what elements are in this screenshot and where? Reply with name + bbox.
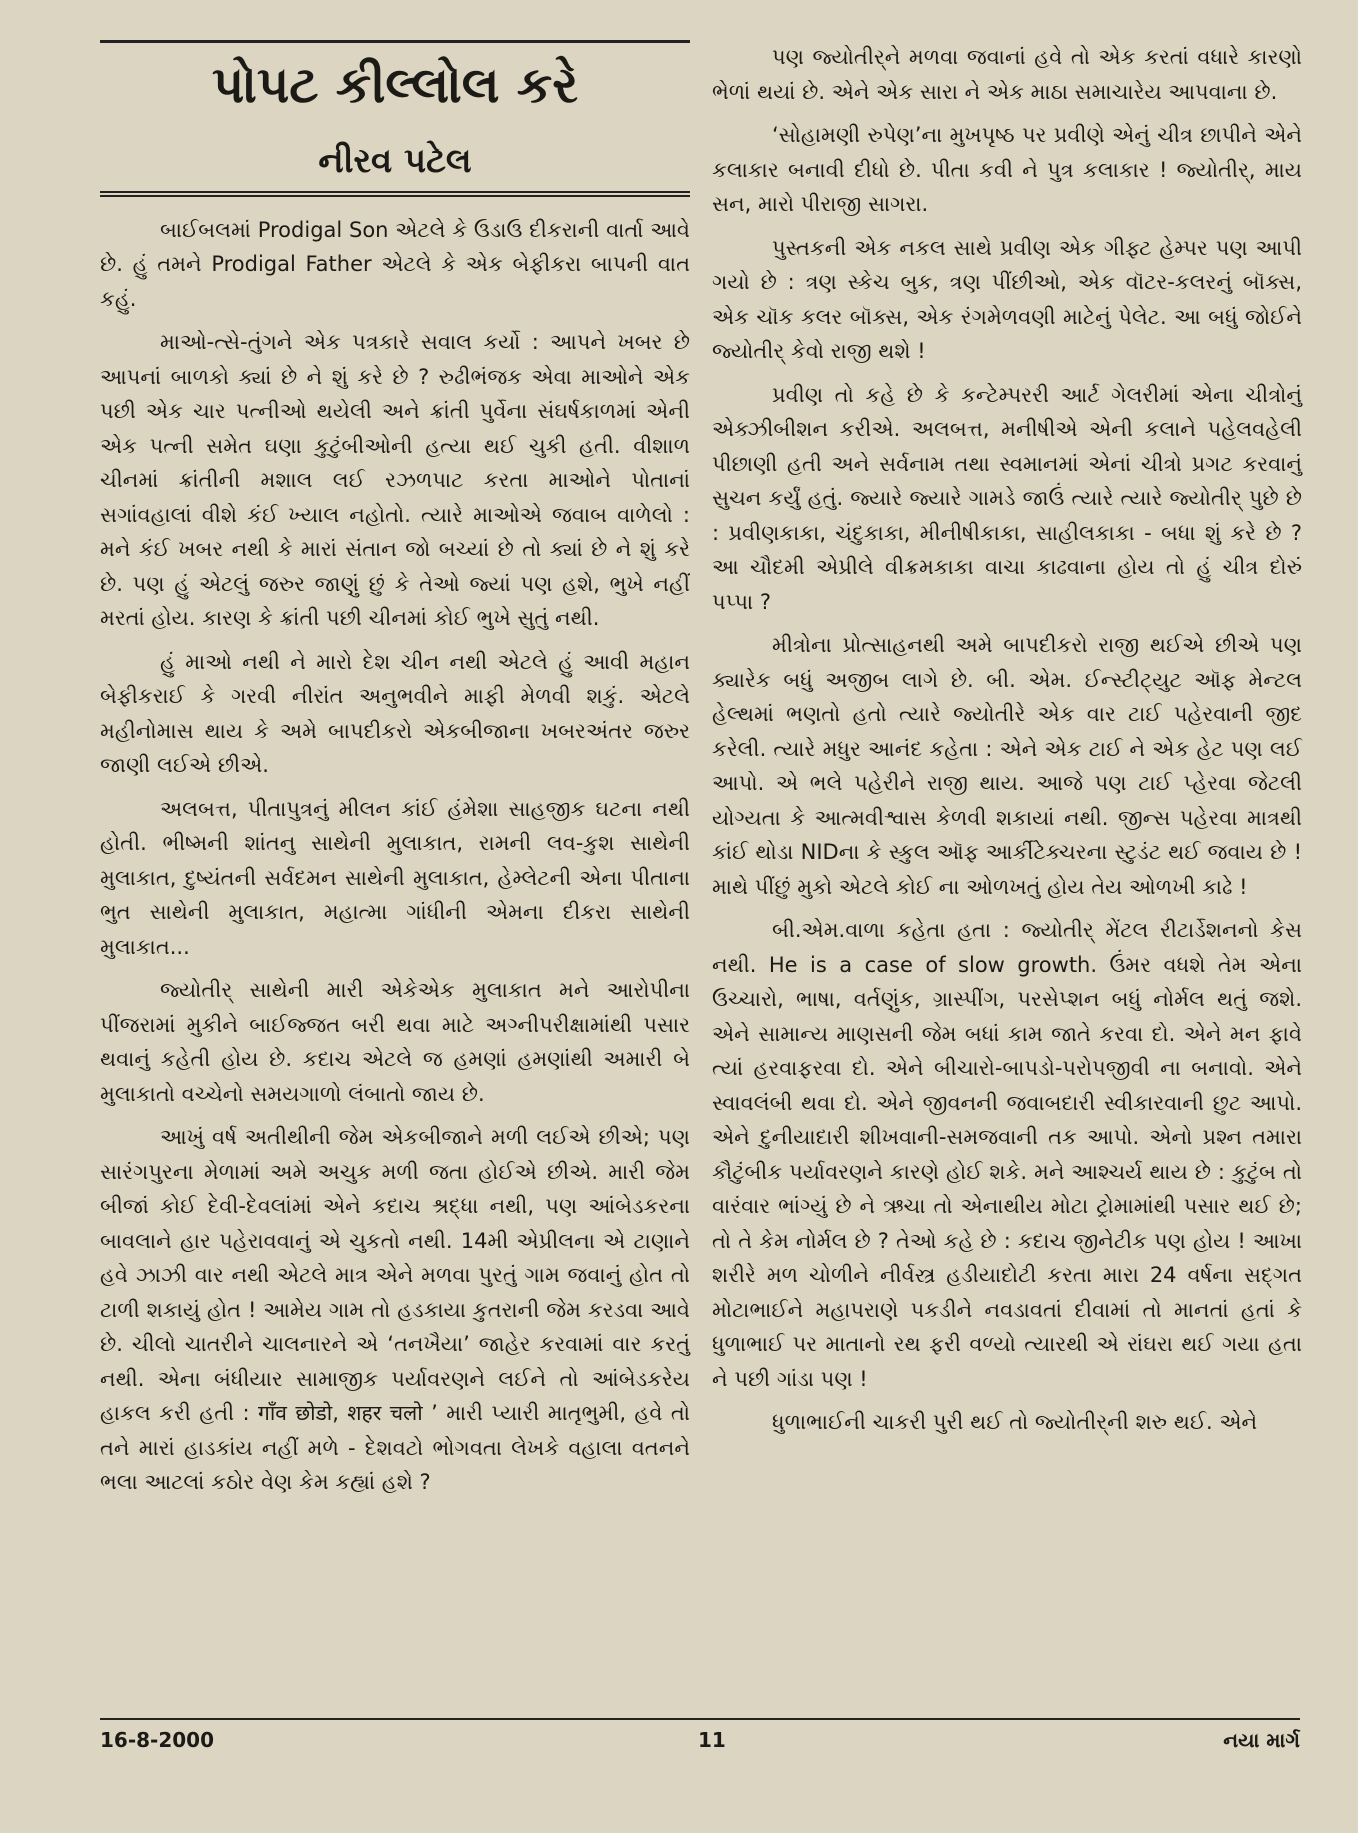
paragraph: ‘સોહામણી રુપેણ’ના મુખપૃષ્ઠ પર પ્રવીણે એનું ચીત્ર છાપીને એને કલાકાર બનાવી દીધો છે. પીતા કવી ને પુત્ર કલાકાર ! જ્યોતીર્, માય સન, મારો પીરાજી સાગરા. xyxy=(712,123,1302,216)
issue-date: 16-8-2000 xyxy=(100,1728,215,1752)
paragraph: આખું વર્ષ અતીથીની જેમ એકબીજાને મળી લઈએ છીએ; પણ સારંગપુરના મેળામાં અમે અચુક મળી જતા હોઈએ છીએ. મારી જેમ બીજાં કોઈ દેવી-દેવલાંમાં એને કદાચ શ્રદ્ધા નથી, પણ આંબેડકરના બાવલાને હાર પહેરાવવાનું એ ચુકતો નથી. 14મી એપ્રીલના એ ટાણાને હવે ઝાઝી વાર નથી એટલે માત્ર એને મળવા પુરતું ગામ જવાનું હોત તો ટાળી શકાયું હોત ! આમેય ગામ તો હડકાયા કુતરાની જેમ કરડવા આવે છે. ચીલો ચાતરીને ચાલનારને એ ‘તનખૈયા’ જાહેર કરવામાં વાર કરતું નથી. એના બંધીયાર સામાજીક પર્યાવરણને લઈને તો આંબેડકરેય હાકલ કરી હતી : गाँव छोडो, शहर चलो ’ મારી પ્યારી માતૃભુમી, હવે તો તને મારાં હાડકાંય નહીં મળે - દેશવટો ભોગવતા લેખકે વહાલા વતનને ભલા આટલાં કઠોર વેણ કેમ કહ્યાં હશે ? xyxy=(100,1125,690,1494)
page-number: 11 xyxy=(698,1728,726,1752)
paragraph: પ્રવીણ તો કહે છે કે કન્ટેમ્પરરી આર્ટ ગેલરીમાં એના ચીત્રોનું એક્ઝીબીશન કરીએ. અલબત્ત, મનીષીએ એની કલાને પહેલવહેલી પીછાણી હતી અને સર્વનામ તથા સ્વમાનમાં એનાં ચીત્રો પ્રગટ કરવાનું સુચન કર્યું હતું. જ્યારે જ્યારે ગામડે જાઉં ત્યારે ત્યારે જ્યોતીર્ પુછે છે : પ્રવીણકાકા, ચંદુકાકા, મીનીષીકાકા, સાહીલકાકા - બધા શું કરે છે ? આ ચૌદમી એપ્રીલે વીક્રમકાકા વાચા કાઢવાના હોય તો હું ચીત્ર દોરું પપ્પા ? xyxy=(712,382,1302,614)
page-footer xyxy=(100,1718,1300,1752)
paragraph: બી.એમ.વાળા કહેતા હતા : જ્યોતીર્ મેંટલ રીટાર્ડેશનનો કેસ નથી. He is a case of slow growth. ઉંમર વધશે તેમ એના ઉચ્ચારો, ભાષા, વર્તણુંક, ગ્રાસ્પીંગ, પરસેપ્શન બધું નોર્મલ થતું જશે. એને સામાન્ય માણસની જેમ બધાં કામ જાતે કરવા દો. એને મન ફાવે ત્યાં હરવાફરવા દો. એને બીચારો-બાપડો-પરોપજીવી ના બનાવો. એને સ્વાવલંબી થવા દો. એને જીવનની જવાબદારી સ્વીકારવાની છુટ આપો. એને દુનીયાદારી શીખવાની-સમજવાની તક આપો. એનો પ્રશ્ન તમારા કૌટુંબીક પર્યાવરણને કારણે હોઈ શકે. મને આશ્ચર્ય થાય છે : કુટુંબ તો વારંવાર ભાંગ્યું છે ને ઋચા તો એનાથીય મોટા ટ્રોમામાંથી પસાર થઈ છે; તો તે કેમ નોર્મલ છે ? તેઓ કહે છે : કદાચ જીનેટીક પણ હોય ! આખા શરીરે મળ ચોળીને નીર્વસ્ત્ર હડીયાદોટી કરતા મારા 24 વર્ષના સદ્ગત મોટાભાઈને મહાપરાણે પકડીને નવડાવતાં દીવામાં તો માનતાં હતાં કે ધુળાભાઈ પર માતાનો રથ ફરી વળ્યો ત્યારથી એ રાંઘરા થઈ ગયા હતા ને પછી ગાંડા પણ ! xyxy=(712,918,1302,1391)
paragraph: હું માઓ નથી ને મારો દેશ ચીન નથી એટલે હું આવી મહાન બેફીકરાઈ કે ગરવી નીરાંત અનુભવીને માફી મેળવી શકું. એટલે મહીનોમાસ થાય કે અમે બાપદીકરો એકબીજાના ખબરઅંતર જરુર જાણી લઈએ છીએ. xyxy=(100,649,690,777)
paragraph: જ્યોતીર્ સાથેની મારી એકેએક મુલાકાત મને આરોપીના પીંજરામાં મુકીને બાઈજ્જત બરી થવા માટે અગ્નીપરીક્ષામાંથી પસાર થવાનું કહેતી હોય છે. કદાચ એટલે જ હમણાં હમણાંથી અમારી બે મુલાકાતો વચ્ચેનો સમયગાળો લંબાતો જાય છે. xyxy=(100,978,690,1106)
right-column xyxy=(712,40,1302,1449)
paragraph: પુસ્તકની એક નકલ સાથે પ્રવીણ એક ગીફ્ટ હેમ્પર પણ આપી ગયો છે : ત્રણ સ્કેચ બુક, ત્રણ પીંછીઓ, એક વૉટર-કલરનું બૉક્સ, એક ચૉક કલર બૉક્સ, એક રંગમેળવણી માટેનું પેલેટ. આ બધું જોઈને જ્યોતીર્ કેવો રાજી થશે ! xyxy=(712,235,1302,363)
paragraph: મીત્રોના પ્રોત્સાહનથી અમે બાપદીકરો રાજી થઈએ છીએ પણ ક્યારેક બધું અજીબ લાગે છે. બી. એમ. ઈન્સ્ટીટ્યુટ ઑફ મેન્ટલ હેલ્થમાં ભણતો હતો ત્યારે જ્યોતીરે એક વાર ટાઈ પહેરવાની જીદ કરેલી. ત્યારે મધુર આનંદ કહેતા : એને એક ટાઈ ને એક હેટ પણ લઈ આપો. એ ભલે પહેરીને રાજી થાય. આજે પણ ટાઈ પ્હેરવા જેટલી યોગ્યતા કે આત્મવીશ્વાસ કેળવી શકાયાં નથી. જીન્સ પહેરવા માત્રથી કાંઈ થોડા NIDના કે સ્કુલ ઑફ આર્કીટેક્ચરના સ્ટુડંટ થઈ જવાય છે ! માથે પીંછું મુકો એટલે કોઈ ના ઓળખતું હોય તેય ઓળખી કાઢે ! xyxy=(712,633,1302,899)
paragraph: ધુળાભાઈની ચાકરી પુરી થઈ તો જ્યોતીર્‌ની શરુ થઈ. એને xyxy=(772,1410,1258,1434)
paragraph: અલબત્ત, પીતાપુત્રનું મીલન કાંઈ હંમેશા સાહજીક ઘટના નથી હોતી. ભીષ્મની શાંતનુ સાથેની મુલાકાત, રામની લવ-કુશ સાથેની મુલાકાત, દુષ્યંતની સર્વદમન સાથેની મુલાકાત, હેમ્લેટની એના પીતાના ભુત સાથેની મુલાકાત, મહાત્મા ગાંધીની એમના દીકરા સાથેની મુલાકાત... xyxy=(100,796,690,959)
paragraph: માઓ-ત્સે-તુંગને એક પત્રકારે સવાલ કર્યો : આપને ખબર છે આપનાં બાળકો ક્યાં છે ને શું કરે છે ? રુઢીભંજક એવા માઓને એક પછી એક ચાર પત્નીઓ થયેલી અને ક્રાંતી પુર્વેના સંઘર્ષકાળમાં એની એક પત્ની સમેત ઘણા કુટુંબીઓની હત્યા થઈ ચુકી હતી. વીશાળ ચીનમાં ક્રાંતીની મશાલ લઈ રઝળપાટ કરતા માઓને પોતાનાં સગાંવહાલાં વીશે કંઈ ખ્યાલ નહોતો. ત્યારે માઓએ જવાબ વાળેલો : મને કંઈ ખબર નથી કે મારાં સંતાન જો બચ્યાં છે તો ક્યાં છે ને શું કરે છે. પણ હું એટલું જરુર જાણું છું કે તેઓ જ્યાં પણ હશે, ભુખે નહીં મરતાં હોય. કારણ કે ક્રાંતી પછી ચીનમાં કોઈ ભુખે સુતું નથી. xyxy=(100,330,690,630)
paragraph: પણ જ્યોતીર્‌ને મળવા જવાનાં હવે તો એક કરતાં વધારે કારણો ભેળાં થયાં છે. એને એક સારા ને એક માઠા સમાચારેય આપવાના છે. xyxy=(712,45,1302,104)
paragraph: બાઈબલમાં Prodigal Son એટલે કે ઉડાઉ દીકરાની વાર્તા આવે છે. હું તમને Prodigal Father એટલે કે એક બેફીકરા બાપની વાત કહું. xyxy=(100,217,690,311)
article-title: પોપટ કીલ્લોલ કરે xyxy=(100,40,690,115)
author-name: નીરવ પટેલ xyxy=(318,140,472,181)
byline xyxy=(100,141,690,197)
left-column xyxy=(100,40,690,1509)
publication-name: નયા માર્ગ xyxy=(1223,1728,1300,1752)
